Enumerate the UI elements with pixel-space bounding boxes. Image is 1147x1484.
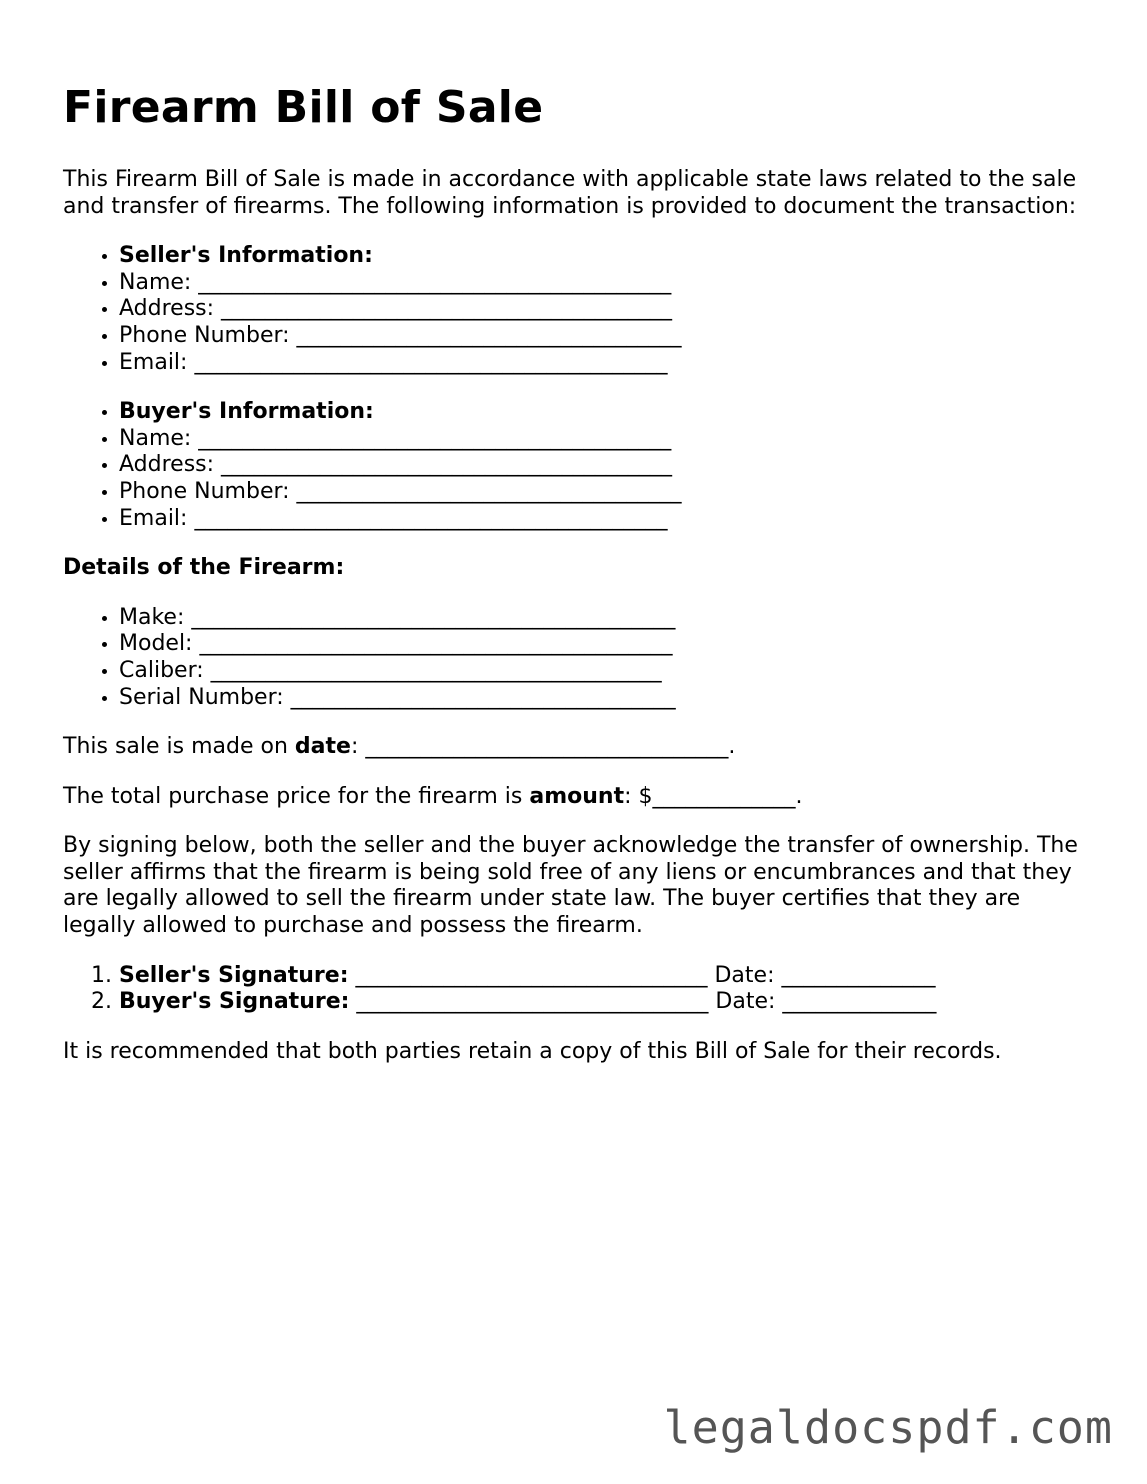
buyer-address-field: • Address: _________________________________________: [119, 452, 1083, 479]
seller-information-list: [63, 243, 1083, 376]
buyer-name-field: • Name: ___________________________________________: [119, 426, 1083, 453]
seller-signature-label: Seller's Signature:: [119, 962, 349, 988]
closing-paragraph: It is recommended that both parties retain a copy of this Bill of Sale for their records.: [63, 1038, 1002, 1064]
seller-signature-blank: ________________________________ Date: ______________: [348, 962, 936, 988]
buyer-heading-text: Buyer's Information:: [119, 399, 374, 425]
price-prefix: The total purchase price for the firearm is: [63, 783, 530, 809]
buyer-email-field: • Email: ___________________________________________: [119, 506, 1083, 533]
sale-date-prefix: This sale is made on: [63, 734, 295, 760]
seller-name-field: • Name: ___________________________________________: [119, 270, 1083, 297]
seller-heading: [119, 243, 1083, 270]
document-page: [63, 0, 1083, 1065]
intro-paragraph: This Firearm Bill of Sale is made in accordance with applicable state laws related to the sale and transfer of firearms. The following information is provided to document the transaction:: [63, 167, 1077, 219]
seller-phone-field: • Phone Number: ___________________________________: [119, 323, 1083, 350]
buyer-signature-blank: ________________________________ Date: ______________: [349, 989, 937, 1015]
buyer-heading: [119, 399, 1083, 426]
watermark-text: legaldocspdf.com: [663, 1401, 1113, 1454]
document-title: Firearm Bill of Sale: [63, 82, 544, 133]
seller-signature-line: [119, 963, 1083, 990]
firearm-details-list: [63, 605, 1083, 711]
seller-address-field: • Address: _________________________________________: [119, 296, 1083, 323]
buyer-signature-label: Buyer's Signature:: [119, 989, 350, 1015]
firearm-serial-field: • Serial Number: ___________________________________: [119, 685, 1083, 712]
buyer-information-list: [63, 399, 1083, 532]
buyer-phone-field: • Phone Number: ___________________________________: [119, 479, 1083, 506]
sale-date-line: [63, 734, 1083, 761]
sale-date-blank: : _________________________________.: [350, 734, 736, 760]
price-keyword: amount: [529, 783, 625, 809]
firearm-model-field: • Model: ___________________________________________: [119, 631, 1083, 658]
seller-email-field: • Email: ___________________________________________: [119, 350, 1083, 377]
price-blank: : $_____________.: [624, 783, 803, 809]
firearm-make-field: • Make: ____________________________________________: [119, 605, 1083, 632]
sale-date-keyword: date: [294, 734, 351, 760]
firearm-details-heading: Details of the Firearm:: [63, 555, 345, 581]
buyer-signature-line: [119, 989, 1083, 1016]
signature-list: [63, 963, 1083, 1016]
seller-heading-text: Seller's Information:: [119, 243, 373, 269]
purchase-price-line: [63, 784, 1083, 811]
acknowledgement-paragraph: By signing below, both the seller and the buyer acknowledge the transfer of ownership. The seller affirms that the firearm is being sold free of any liens or encumbrances and that they are legally allowed to sell the firearm under state law. The buyer certifies that they are legally allowed to purchase and possess the firearm.: [63, 833, 1078, 939]
firearm-caliber-field: • Caliber: _________________________________________: [119, 658, 1083, 685]
